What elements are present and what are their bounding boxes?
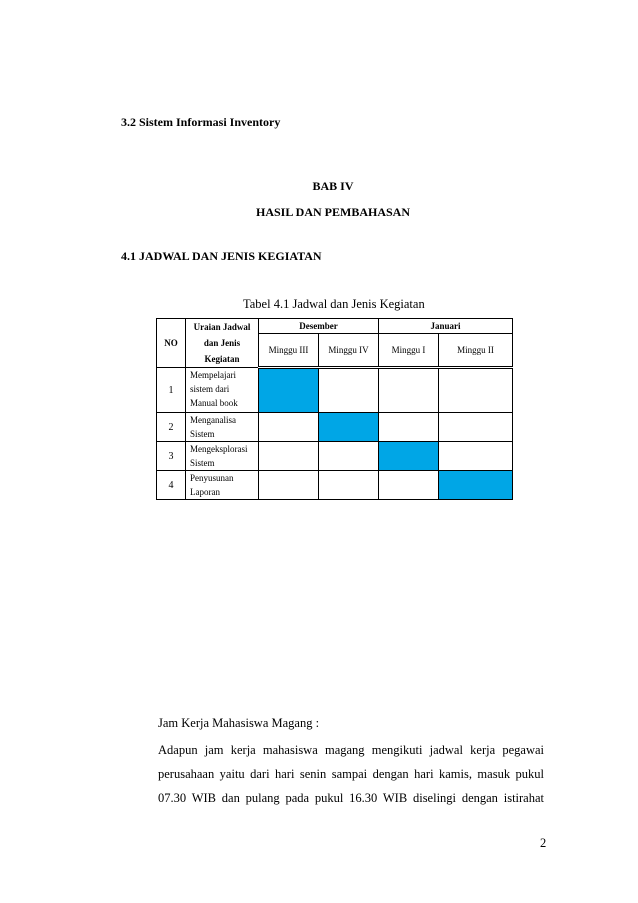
table-row — [157, 471, 513, 500]
table-caption: Tabel 4.1 Jadwal dan Jenis Kegiatan — [243, 297, 425, 311]
week-cell — [379, 471, 439, 500]
header-uraian-line: Kegiatan — [204, 354, 240, 364]
activity-line: Manual book — [190, 398, 238, 408]
row-number: 4 — [157, 471, 186, 500]
week-cell — [259, 413, 319, 442]
header-month-desember: Desember — [259, 319, 379, 334]
activity-line: Laporan — [190, 487, 220, 497]
week-cell — [439, 471, 513, 500]
week-cell — [259, 368, 319, 413]
week-cell — [439, 442, 513, 471]
row-activity — [186, 368, 259, 413]
week-cell — [439, 413, 513, 442]
paragraph-line: perusahaan yaitu dari hari senin sampai dengan hari kamis, masuk pukul — [158, 767, 544, 781]
week-cell — [259, 471, 319, 500]
header-uraian-line: dan Jenis — [203, 338, 241, 348]
activity-line: Mempelajari — [190, 370, 236, 380]
table-row — [157, 413, 513, 442]
row-number: 1 — [157, 368, 186, 413]
header-month-januari: Januari — [379, 319, 513, 334]
page-number: 2 — [540, 836, 547, 850]
week-cell — [259, 442, 319, 471]
table-row — [157, 368, 513, 413]
activity-line: Penyusunan — [190, 473, 234, 483]
activity-line: Menganalisa — [190, 415, 236, 425]
row-number: 3 — [157, 442, 186, 471]
work-hours-paragraph — [158, 738, 544, 810]
table-row — [157, 442, 513, 471]
week-cell — [379, 413, 439, 442]
activity-line: Sistem — [190, 429, 215, 439]
subsection-heading: 4.1 JADWAL DAN JENIS KEGIATAN — [121, 249, 322, 263]
week-cell — [319, 413, 379, 442]
header-week: Minggu IV — [319, 334, 379, 368]
week-cell — [319, 368, 379, 413]
header-no: NO — [157, 319, 186, 368]
header-week: Minggu III — [259, 334, 319, 368]
schedule-table — [156, 318, 513, 500]
week-cell — [319, 442, 379, 471]
row-number: 2 — [157, 413, 186, 442]
activity-line: Sistem — [190, 458, 215, 468]
header-uraian — [186, 319, 259, 368]
row-activity — [186, 471, 259, 500]
schedule-table-wrapper — [156, 318, 513, 500]
chapter-title: HASIL DAN PEMBAHASAN — [255, 205, 411, 219]
paragraph-line: Adapun jam kerja mahasiswa magang mengikuti jadwal kerja pegawai — [158, 743, 544, 757]
week-cell — [319, 471, 379, 500]
row-activity — [186, 413, 259, 442]
header-uraian-line: Uraian Jadwal — [193, 322, 251, 332]
paragraph-line: 07.30 WIB dan pulang pada pukul 16.30 WIB diselingi dengan istirahat — [158, 791, 544, 805]
activity-line: Mengeksplorasi — [190, 444, 248, 454]
week-cell — [379, 368, 439, 413]
activity-line: sistem dari — [190, 384, 230, 394]
section-heading: 3.2 Sistem Informasi Inventory — [121, 115, 281, 129]
header-week: Minggu I — [379, 334, 439, 368]
header-week: Minggu II — [439, 334, 513, 368]
week-cell — [379, 442, 439, 471]
chapter-number: BAB IV — [312, 179, 354, 193]
week-cell — [439, 368, 513, 413]
row-activity — [186, 442, 259, 471]
work-hours-heading: Jam Kerja Mahasiswa Magang : — [158, 716, 320, 730]
